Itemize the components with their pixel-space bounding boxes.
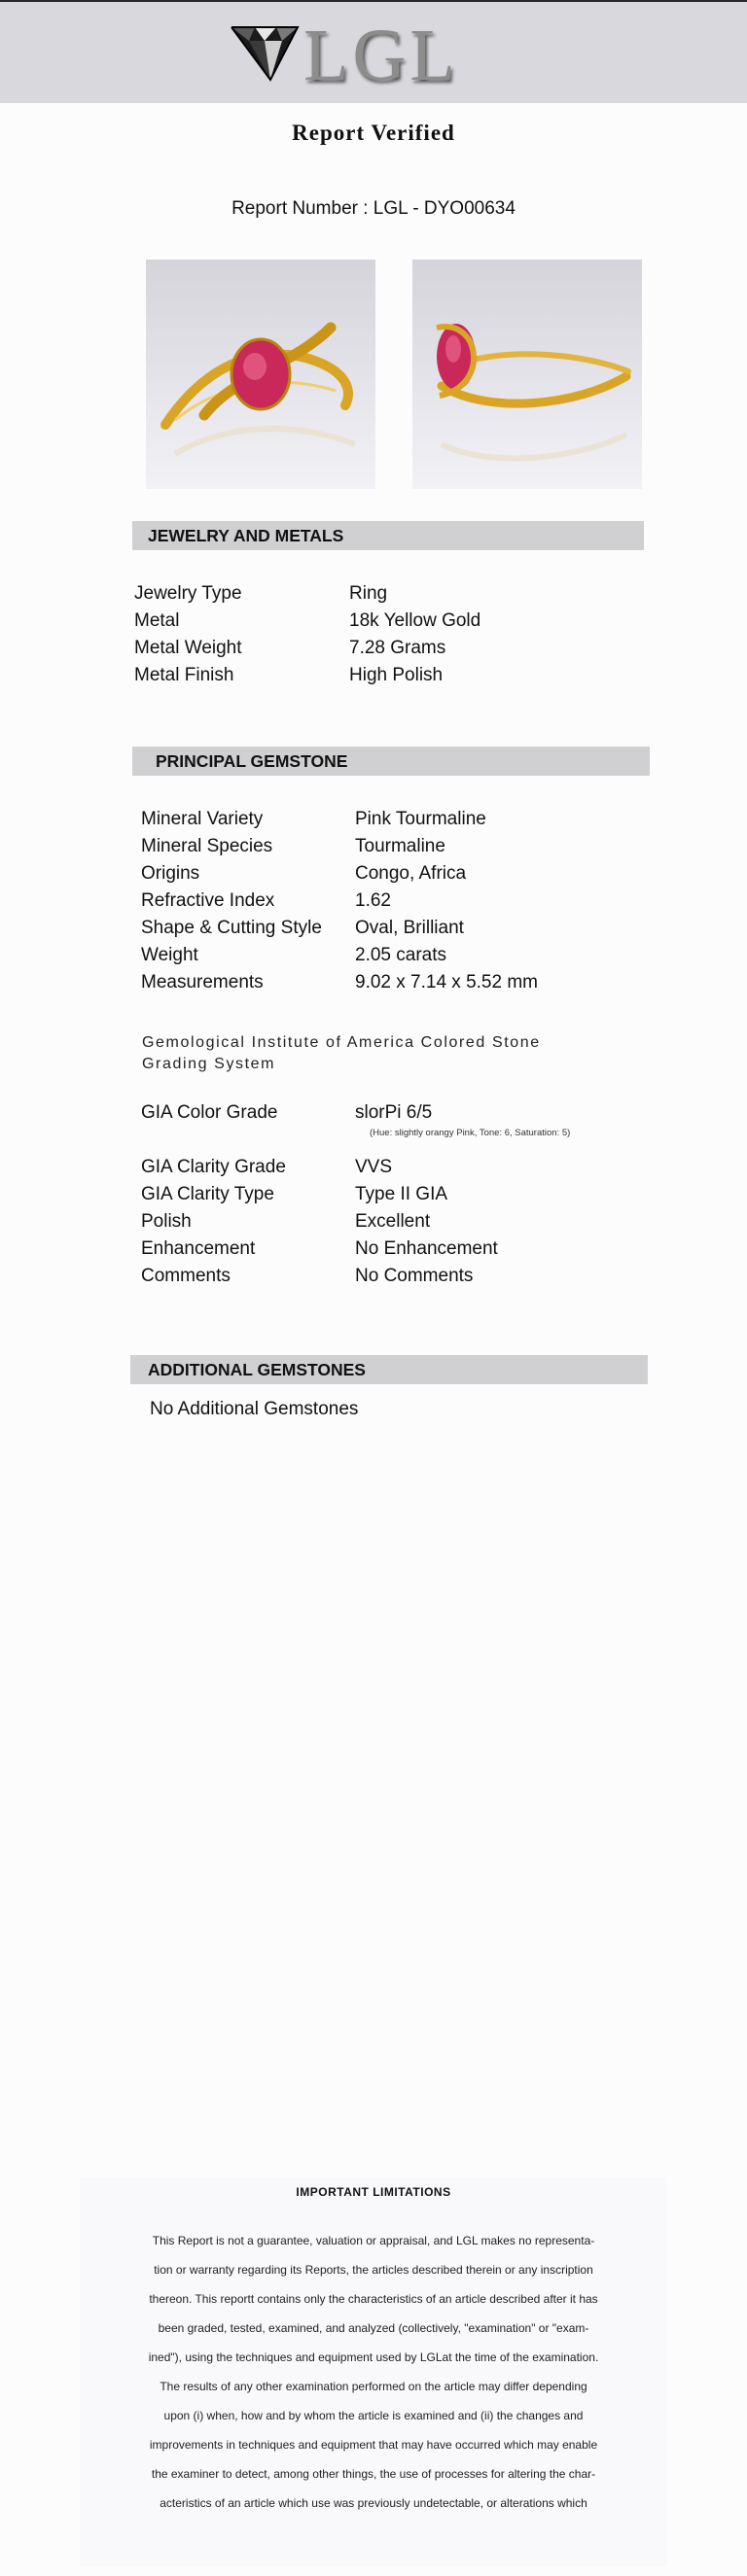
clarity-details bbox=[141, 1154, 498, 1290]
diamond-icon bbox=[228, 23, 302, 84]
detail-label: Refractive Index bbox=[141, 890, 275, 911]
header-bar bbox=[0, 0, 747, 103]
detail-row bbox=[134, 635, 480, 662]
limitations-line: thereon. This reportt contains only the characteristics of an article described after it has bbox=[149, 2292, 598, 2306]
section-additional-gemstones bbox=[130, 1355, 648, 1384]
color-grade-row bbox=[141, 1099, 432, 1127]
detail-value: 1.62 bbox=[355, 890, 391, 911]
gemstone-details bbox=[141, 806, 538, 996]
detail-label: GIA Color Grade bbox=[141, 1102, 278, 1123]
limitations-line: The results of any other examination performed on the article may differ depending bbox=[160, 2380, 587, 2393]
detail-value: VVS bbox=[355, 1157, 393, 1177]
limitations-line: This Report is not a guarantee, valuation or appraisal, and LGL makes no representa- bbox=[152, 2234, 595, 2247]
detail-value: Ring bbox=[349, 583, 388, 604]
detail-label: Metal Finish bbox=[134, 665, 234, 685]
section-principal-gemstone-heading: PRINCIPAL GEMSTONE bbox=[156, 751, 348, 771]
logo-text: LGL bbox=[303, 15, 459, 96]
detail-label: GIA Clarity Grade bbox=[141, 1157, 286, 1177]
detail-row bbox=[141, 1154, 498, 1181]
detail-value: Excellent bbox=[355, 1211, 431, 1232]
detail-row bbox=[141, 1208, 498, 1236]
detail-value: High Polish bbox=[349, 665, 444, 685]
detail-value: No Enhancement bbox=[355, 1238, 498, 1259]
detail-row bbox=[134, 662, 480, 689]
detail-row bbox=[141, 942, 538, 969]
jewelry-details bbox=[134, 580, 480, 689]
detail-value: 9.02 x 7.14 x 5.52 mm bbox=[355, 972, 538, 992]
detail-row bbox=[141, 1181, 498, 1208]
detail-label: Metal bbox=[134, 610, 180, 631]
limitations-heading: IMPORTANT LIMITATIONS bbox=[296, 2185, 451, 2199]
detail-label: Origins bbox=[141, 863, 200, 884]
detail-row bbox=[141, 969, 538, 996]
detail-label: Jewelry Type bbox=[134, 583, 242, 604]
detail-value: 7.28 Grams bbox=[349, 638, 446, 658]
detail-row bbox=[141, 833, 538, 860]
no-additional-gemstones: No Additional Gemstones bbox=[150, 1399, 359, 1419]
detail-row bbox=[141, 860, 538, 888]
detail-row bbox=[134, 608, 480, 635]
gia-system-heading: Gemological Institute of America Colored Stone Grading System bbox=[142, 1034, 541, 1072]
limitations-line: improvements in techniques and equipment that may have occurred which may enable bbox=[149, 2438, 598, 2452]
detail-label: Shape & Cutting Style bbox=[141, 918, 322, 938]
section-additional-gemstones-heading: ADDITIONAL GEMSTONES bbox=[148, 1360, 366, 1379]
limitations-body bbox=[89, 2226, 658, 2518]
detail-row bbox=[141, 806, 538, 833]
detail-value: 18k Yellow Gold bbox=[349, 610, 481, 631]
limitations-line: tion or warranty regarding its Reports, the articles described therein or any inscription bbox=[154, 2263, 593, 2277]
lgl-logo bbox=[226, 15, 479, 96]
detail-row bbox=[141, 888, 538, 915]
detail-label: Mineral Species bbox=[141, 836, 273, 856]
detail-row bbox=[141, 1263, 498, 1290]
detail-value: Congo, Africa bbox=[355, 863, 467, 884]
ring-front-photo bbox=[146, 260, 375, 489]
detail-label: Measurements bbox=[141, 972, 264, 992]
section-principal-gemstone bbox=[132, 747, 650, 776]
detail-label: Comments bbox=[141, 1266, 231, 1286]
limitations-line: upon (i) when, how and by whom the article is examined and (ii) the changes and bbox=[163, 2409, 584, 2422]
hue-note: (Hue: slightly orangy Pink, Tone: 6, Saturation: 5) bbox=[370, 1128, 571, 1138]
section-jewelry-metals-heading: JEWELRY AND METALS bbox=[148, 526, 344, 545]
section-jewelry-metals bbox=[132, 521, 644, 550]
limitations-line: been graded, tested, examined, and analyzed (collectively, "examination" or "exam- bbox=[158, 2321, 589, 2335]
report-number: Report Number : LGL - DYO00634 bbox=[231, 198, 516, 219]
detail-row bbox=[141, 1099, 432, 1127]
detail-label: GIA Clarity Type bbox=[141, 1184, 274, 1204]
detail-label: Weight bbox=[141, 945, 198, 965]
detail-row bbox=[141, 1236, 498, 1263]
limitations-line: acteristics of an article which use was previously undetectable, or alterations which bbox=[160, 2496, 587, 2510]
detail-label: Metal Weight bbox=[134, 638, 242, 658]
detail-value: slorPi 6/5 bbox=[355, 1102, 433, 1123]
page-title: Report Verified bbox=[292, 121, 455, 145]
detail-row bbox=[134, 580, 480, 608]
detail-row bbox=[141, 915, 538, 942]
detail-value: No Comments bbox=[355, 1266, 474, 1286]
ring-side-photo bbox=[412, 260, 642, 489]
limitations-line: ined"), using the techniques and equipment used by LGLat the time of the examination. bbox=[148, 2350, 599, 2364]
detail-label: Polish bbox=[141, 1211, 192, 1232]
detail-value: 2.05 carats bbox=[355, 945, 446, 965]
detail-value: Tourmaline bbox=[355, 836, 445, 856]
detail-label: Mineral Variety bbox=[141, 809, 264, 829]
important-limitations bbox=[80, 2177, 667, 2566]
detail-label: Enhancement bbox=[141, 1238, 256, 1259]
detail-value: Type II GIA bbox=[355, 1184, 448, 1204]
detail-value: Pink Tourmaline bbox=[355, 809, 486, 829]
detail-value: Oval, Brilliant bbox=[355, 918, 464, 938]
limitations-line: the examiner to detect, among other things, the use of processes for altering the char- bbox=[151, 2467, 596, 2481]
